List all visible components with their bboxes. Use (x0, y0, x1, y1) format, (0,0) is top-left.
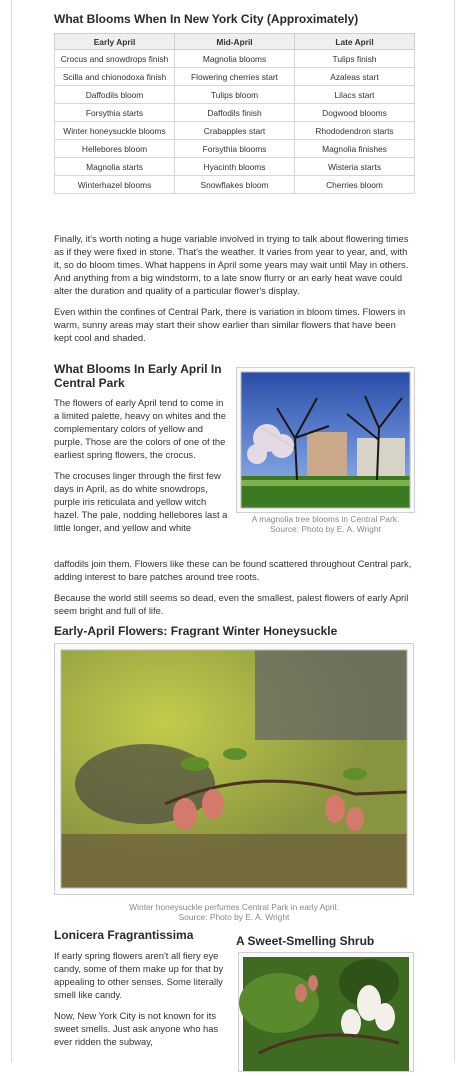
table-row (55, 86, 415, 104)
lonicera-heading: Lonicera Fragrantissima (54, 928, 194, 942)
table-cell: Winter honeysuckle blooms (55, 122, 175, 140)
body-paragraph: The crocuses linger through the first few days in April, as do white snowdrops, purple iris reticulata and yellow witch hazel. The pale, nodding hellebores last a little longer, and yellow and white (54, 470, 228, 533)
table-cell: Magnolia blooms (175, 50, 295, 68)
table-cell: Cherries bloom (295, 176, 415, 194)
shrub-photo (239, 953, 413, 1071)
table-cell: Rhododendron starts (295, 122, 415, 140)
table-cell: Hyacinth blooms (175, 158, 295, 176)
column-header: Mid-April (175, 34, 295, 50)
honeysuckle-photo (55, 644, 413, 894)
magnolia-photo (237, 368, 414, 512)
early-april-heading-block (54, 362, 226, 390)
table-cell: Magnolia starts (55, 158, 175, 176)
column-header: Early April (55, 34, 175, 50)
honeysuckle-caption (54, 902, 414, 922)
photo-caption: A magnolia tree blooms in Central Park. (251, 514, 400, 524)
shrub-heading: A Sweet-Smelling Shrub (236, 934, 375, 948)
shrub-photo-frame (238, 952, 414, 1072)
photo-source: Source: Photo by E. A. Wright (178, 912, 290, 922)
early-april-text (54, 396, 230, 534)
table-cell: Flowering cherries start (175, 68, 295, 86)
body-paragraph: Now, New York City is not known for its sweet smells. Just ask anyone who has ever ridden the subway, (54, 1010, 219, 1047)
table-cell: Crabapples start (175, 122, 295, 140)
magnolia-photo-frame (236, 367, 415, 513)
table-cell: Hellebores bloom (55, 140, 175, 158)
table-row (55, 176, 415, 194)
table-row (55, 122, 415, 140)
table-cell: Forsythia starts (55, 104, 175, 122)
table-cell: Wisteria starts (295, 158, 415, 176)
intro-paragraph: Finally, it's worth noting a huge variable involved in trying to talk about flowering times as if they were fixed in stone. That's the weather. It varies from year to year, and, with it, so do bloom times. What happens in April some years may wait until May in others. And anything from a big windstorm, to a late snow flurry or an early heat wave could alter the duration and quality of a particular flower's display. (54, 233, 409, 296)
table-cell: Winterhazel blooms (55, 176, 175, 194)
magnolia-caption (236, 514, 415, 534)
lonicera-section (54, 928, 230, 1048)
photo-caption: Winter honeysuckle perfumes Central Park in early April. (129, 902, 339, 912)
table-cell: Tulips bloom (175, 86, 295, 104)
honeysuckle-heading-block (54, 624, 416, 638)
table-cell: Dogwood blooms (295, 104, 415, 122)
intro-paragraph: Even within the confines of Central Park, there is variation in bloom times. Flowers in warm, sunny areas may start their show earlier than similar flowers that have been kept cool and shaded. (54, 306, 406, 343)
table-cell: Scilla and chionodoxa finish (55, 68, 175, 86)
table-cell: Azaleas start (295, 68, 415, 86)
intro-section (54, 232, 416, 344)
body-paragraph: If early spring flowers aren't all fiery eye candy, some of them make up for that by appealing to other senses. Some literally smell like candy. (54, 950, 224, 1000)
table-cell: Forsythia blooms (175, 140, 295, 158)
table-row (55, 140, 415, 158)
table-heading: What Blooms When In New York City (Approximately) (54, 12, 359, 26)
bloom-table-section (54, 12, 416, 194)
bloom-table (54, 33, 415, 194)
early-april-heading: What Blooms In Early April In Central Park (54, 362, 222, 390)
table-row (55, 68, 415, 86)
table-cell: Crocus and snowdrops finish (55, 50, 175, 68)
table-cell: Snowflakes bloom (175, 176, 295, 194)
body-paragraph: Because the world still seems so dead, even the smallest, palest flowers of early April seem bright and full of life. (54, 592, 409, 616)
column-header: Late April (295, 34, 415, 50)
table-row (55, 50, 415, 68)
early-april-continued (54, 557, 416, 617)
article-page (11, 0, 455, 1062)
table-cell: Magnolia finishes (295, 140, 415, 158)
table-cell: Lilacs start (295, 86, 415, 104)
body-paragraph: The flowers of early April tend to come in a limited palette, heavy on whites and the complementary colors of yellow and purple. Those are the colors of one of the earliest spring flowers, the crocus. (54, 397, 226, 460)
photo-source: Source: Photo by E. A. Wright (270, 524, 381, 534)
table-row (55, 158, 415, 176)
table-header-row (55, 34, 415, 50)
body-paragraph: daffodils join them. Flowers like these can be found scattered throughout Central park, adding interest to bare patches around tree roots. (54, 558, 412, 582)
table-cell: Daffodils bloom (55, 86, 175, 104)
table-cell: Daffodils finish (175, 104, 295, 122)
honeysuckle-heading: Early-April Flowers: Fragrant Winter Honeysuckle (54, 624, 338, 638)
table-cell: Tulips finish (295, 50, 415, 68)
shrub-section (236, 934, 416, 948)
table-row (55, 104, 415, 122)
honeysuckle-photo-frame (54, 643, 414, 895)
